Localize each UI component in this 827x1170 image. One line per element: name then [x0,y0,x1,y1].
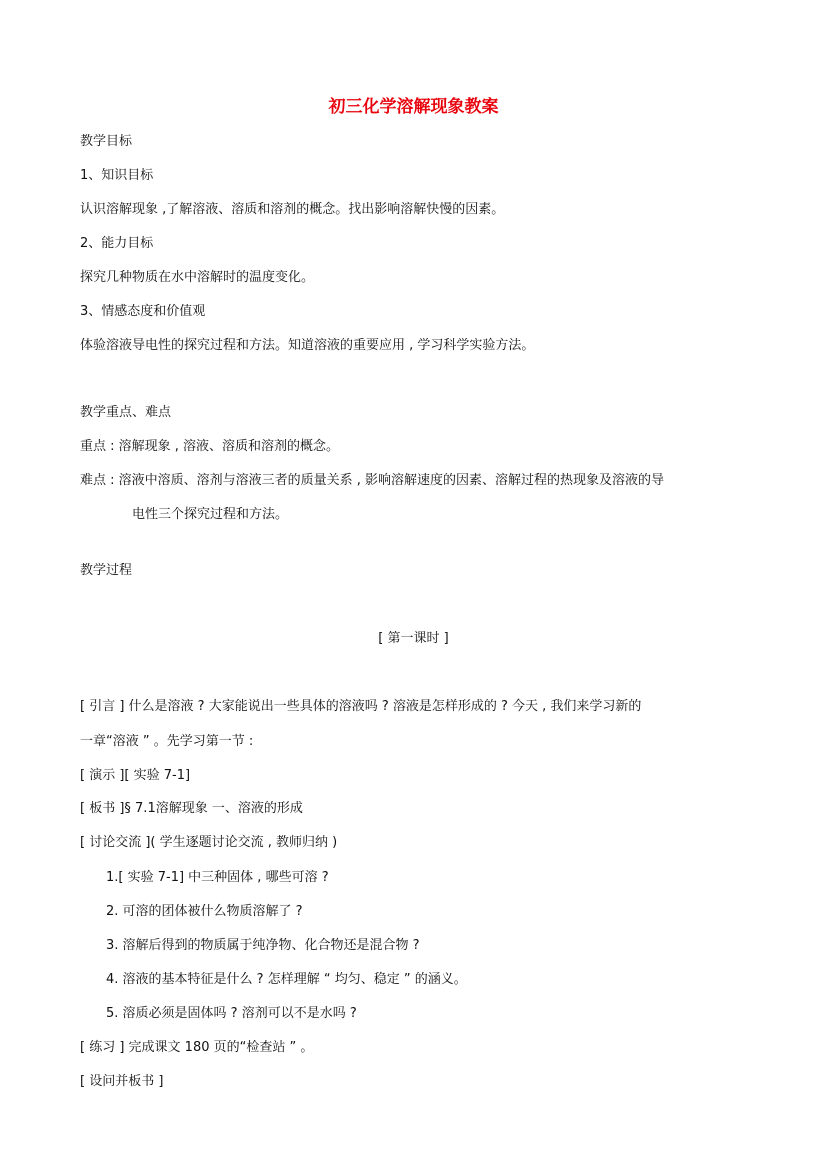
goals-heading: 教学目标 [80,134,133,149]
key-heading: 教学重点、难点 [80,405,172,420]
goal3-heading: 3、情感态度和价值观 [80,304,206,319]
intro-line2: 一章“溶液 ” 。先学习第一节 : [80,734,254,749]
discuss-line: [ 讨论交流 ]( 学生逐题讨论交流 , 教师归纳 ) [80,835,338,850]
goal1-heading: 1、知识目标 [80,168,154,183]
document-title: 初三化学溶解现象教案 [328,97,499,117]
goal1-text: 认识溶解现象 ,了解溶液、溶质和溶剂的概念。找出影响溶解快慢的因素。 [80,202,505,217]
intro-line1: [ 引言 ] 什么是溶液 ? 大家能说出一些具体的溶液吗 ? 溶液是怎样形成的 ? 今天 , 我们来学习新的 [80,699,642,714]
lesson-label: [ 第一课时 ] [378,631,449,646]
goal3-text: 体验溶液导电性的探究过程和方法。知道溶液的重要应用 , 学习科学实验方法。 [80,338,535,353]
difficult-point-line2: 电性三个探究过程和方法。 [132,507,289,522]
question-item: 5. 溶质必须是固体吗 ? 溶剂可以不是水吗 ? [106,1006,357,1021]
question-item: 2. 可溶的团体被什么物质溶解了 ? [106,904,303,919]
goal2-heading: 2、能力目标 [80,236,154,251]
question-item: 3. 溶解后得到的物质属于纯净物、化合物还是混合物 ? [106,938,420,953]
practice-line: [ 练习 ] 完成课文 180 页的“检查站 ” 。 [80,1040,314,1055]
question-item: 1.[ 实验 7-1] 中三种固体 , 哪些可溶 ? [106,870,329,885]
goal2-text: 探究几种物质在水中溶解时的温度变化。 [80,270,315,285]
board-line: [ 板书 ]§ 7.1溶解现象 一、溶液的形成 [80,801,303,816]
difficult-point-line1: 难点 : 溶液中溶质、溶剂与溶液三者的质量关系 , 影响溶解速度的因素、溶解过程的热现象及溶液的导 [80,473,665,488]
key-point: 重点 : 溶解现象 , 溶液、溶质和溶剂的概念。 [80,439,340,454]
ask-board-line: [ 设问并板书 ] [80,1074,164,1089]
question-item: 4. 溶液的基本特征是什么 ? 怎样理解 “ 均匀、稳定 ” 的涵义。 [106,972,467,987]
process-heading: 教学过程 [80,563,133,578]
demo-line: [ 演示 ][ 实验 7-1] [80,768,191,783]
